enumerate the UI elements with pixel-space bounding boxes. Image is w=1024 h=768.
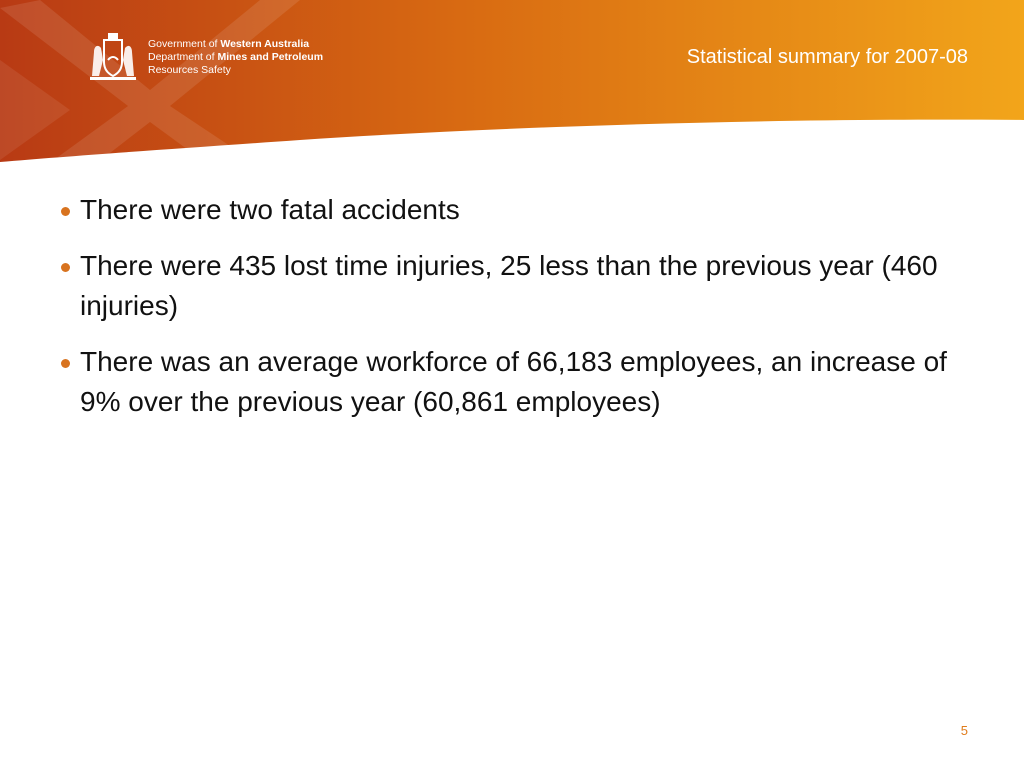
division-line: Resources Safety: [148, 64, 231, 76]
page-number: 5: [960, 723, 968, 738]
bullet-text: There were 435 lost time injuries, 25 less than the previous year (460 injuries): [80, 250, 938, 321]
government-prefix: Government of: [148, 38, 221, 50]
bullet-dot-icon: [61, 207, 70, 216]
bullet-item: [58, 342, 978, 422]
bullet-item: [58, 246, 978, 326]
bullet-dot-icon: [61, 263, 70, 272]
government-line: [148, 38, 323, 51]
slide-title: Statistical summary for 2007-08: [686, 46, 968, 68]
bullet-text: There was an average workforce of 66,183 employees, an increase of 9% over the previous year (60,861 employees): [80, 346, 947, 417]
department-line: [148, 51, 323, 64]
government-state: Western Australia: [220, 38, 310, 50]
department-prefix: Department of: [148, 51, 218, 63]
department-name: Mines and Petroleum: [217, 51, 324, 63]
bullet-list: [58, 190, 978, 438]
bullet-dot-icon: [61, 359, 70, 368]
coat-of-arms-icon: [84, 30, 142, 82]
bullet-text: There were two fatal accidents: [80, 194, 460, 225]
header-band: [0, 0, 1024, 170]
wa-government-logo: [84, 30, 354, 82]
government-text: [148, 38, 323, 77]
bullet-item: [58, 190, 978, 230]
